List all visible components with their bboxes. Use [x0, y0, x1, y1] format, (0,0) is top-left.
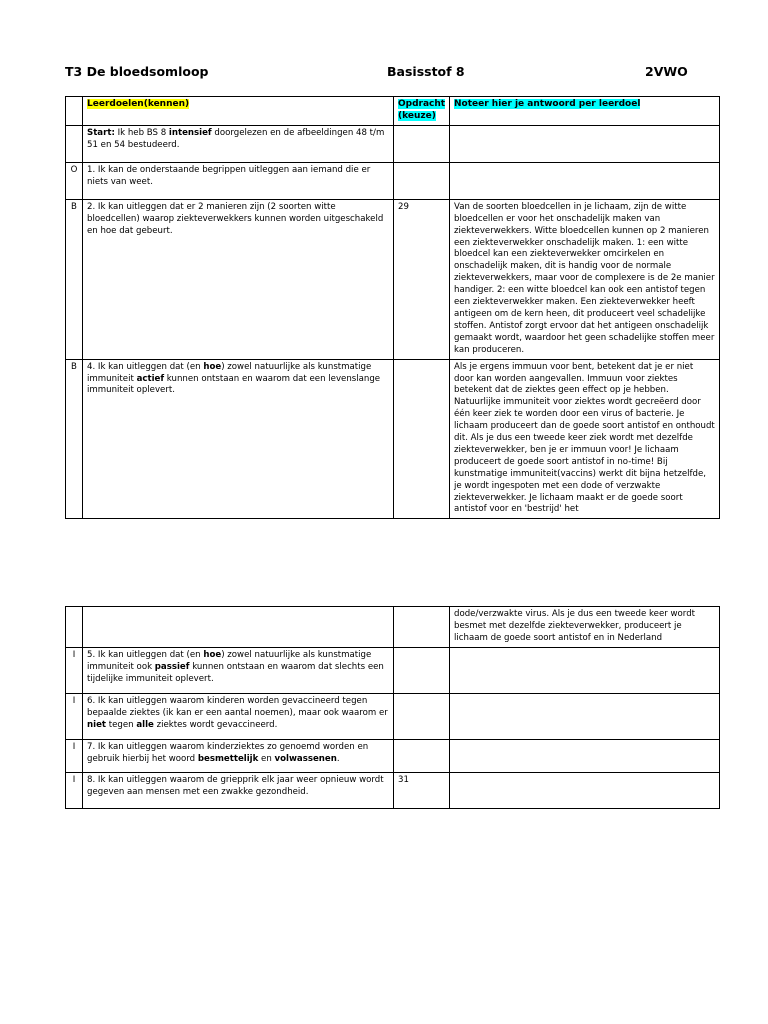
- goal-text: 7. Ik kan uitleggen waarom kinderziektes zo genoemd worden en gebruik hierbij het woord: [87, 741, 369, 764]
- level-cell: B: [66, 359, 83, 519]
- goal-text: ) zowel natuurlijke als kunstmatige immuniteit ook: [87, 649, 372, 672]
- assignment-cell: [394, 607, 450, 648]
- table-row: [66, 125, 720, 162]
- level-cell: [66, 125, 83, 162]
- table-header-row: [66, 97, 720, 126]
- goal-text: passief: [154, 661, 190, 672]
- goal-text: 2. Ik kan uitleggen dat er 2 manieren zijn (2 soorten witte bloedcellen) waarop ziekteverwekkers kunnen worden uitgeschakeld en hoe dat gebeurt.: [87, 201, 384, 236]
- goal-text: alle: [136, 719, 154, 730]
- answer-cell[interactable]: dode/verzwakte virus. Als je dus een tweede keer wordt besmet met dezelfde ziekteverwekker, produceert je lichaam de goede soort antistof en in Nederland: [450, 607, 720, 648]
- goals-header: Leerdoelen(kennen): [87, 99, 190, 109]
- goal-cell: [83, 647, 394, 693]
- learning-goals-table-continued: [65, 606, 720, 809]
- goal-text: 4. Ik kan uitleggen dat (en: [87, 361, 204, 372]
- goal-text: kunnen ontstaan en waarom dat slechts een tijdelijke immuniteit oplevert.: [87, 661, 384, 684]
- level-cell: B: [66, 199, 83, 359]
- level-cell: I: [66, 647, 83, 693]
- assignment-cell: 31: [394, 772, 450, 808]
- goal-text: 8. Ik kan uitleggen waarom de griepprik elk jaar weer opnieuw wordt gegeven aan mensen met een zwakke gezondheid.: [87, 774, 384, 797]
- level-cell: O: [66, 162, 83, 199]
- class-label: 2VWO: [645, 64, 688, 79]
- assignment-header: Opdracht (keuze): [398, 99, 446, 121]
- assignment-cell: [394, 647, 450, 693]
- table-row: [66, 162, 720, 199]
- answer-cell[interactable]: [450, 772, 720, 808]
- goal-text: niet: [87, 719, 107, 730]
- assignment-cell: 29: [394, 199, 450, 359]
- page-header: [65, 64, 719, 82]
- goal-text: tegen: [106, 719, 137, 730]
- document-title: T3 De bloedsomloop: [65, 64, 209, 79]
- assignment-cell: [394, 693, 450, 739]
- goal-text: ziektes wordt gevaccineerd.: [153, 719, 278, 730]
- level-cell: I: [66, 739, 83, 772]
- goal-cell: [83, 199, 394, 359]
- goal-cell: [83, 607, 394, 648]
- answer-header-cell: [450, 97, 720, 126]
- table-row: [66, 647, 720, 693]
- answer-header: Noteer hier je antwoord per leerdoel: [454, 99, 641, 109]
- goal-text: besmettelijk: [197, 753, 259, 764]
- goals-header-cell: [83, 97, 394, 126]
- section-title: Basisstof 8: [387, 64, 465, 79]
- goal-text: 5. Ik kan uitleggen dat (en: [87, 649, 204, 660]
- table-row: [66, 772, 720, 808]
- goal-text: doorgelezen en de afbeeldingen 48 t/m 51 en 54 bestudeerd.: [87, 127, 385, 150]
- table-row: [66, 607, 720, 648]
- goal-text: ) zowel natuurlijke als kunstmatige immuniteit: [87, 361, 372, 384]
- goal-text: actief: [136, 373, 165, 384]
- answer-cell[interactable]: Als je ergens immuun voor bent, betekent dat je er niet door kan worden aangevallen. Immuun voor ziektes betekent dat de ziektes geen effect op je hebben. Natuurlijke immuniteit voor ziektes wordt gecreëerd door één keer ziek te worden door een virus of bacterie. Je lichaam produceert dan de goede soort antistof en onthoudt dit. Als je dus een tweede keer ziek wordt met dezelfde ziekteverwekker, ben je er immuun voor! Je lichaam produceert de goede soort antistof in no-time! Bij kunstmatige immuniteit(vaccins) werkt dit bijna hetzelfde, je wordt ingespoten met een dode of verzwakte ziekteverwekker. Je lichaam maakt er de goede soort antistof voor en 'bestrijd' het: [450, 359, 720, 519]
- level-cell: [66, 607, 83, 648]
- goal-text: en: [258, 753, 275, 764]
- goal-text: Ik heb BS 8: [114, 127, 169, 138]
- level-cell: I: [66, 693, 83, 739]
- answer-cell[interactable]: [450, 162, 720, 199]
- answer-cell[interactable]: [450, 693, 720, 739]
- level-cell: I: [66, 772, 83, 808]
- answer-cell[interactable]: [450, 125, 720, 162]
- assignment-cell: [394, 739, 450, 772]
- table-row: [66, 739, 720, 772]
- goal-text: hoe: [203, 649, 222, 660]
- learning-goals-table: [65, 96, 720, 519]
- assignment-header-cell: [394, 97, 450, 126]
- goal-text: 1. Ik kan de onderstaande begrippen uitleggen aan iemand die er niets van weet.: [87, 164, 371, 187]
- goal-cell: [83, 693, 394, 739]
- goal-cell: [83, 125, 394, 162]
- goal-text: 6. Ik kan uitleggen waarom kinderen worden gevaccineerd tegen bepaalde ziektes (ik kan er een aantal noemen), maar ook waarom er: [87, 695, 388, 718]
- goal-text: hoe: [203, 361, 222, 372]
- goal-cell: [83, 772, 394, 808]
- goal-text: intensief: [168, 127, 212, 138]
- goal-text: kunnen ontstaan en waarom dat een levenslange immuniteit oplevert.: [87, 373, 381, 396]
- assignment-cell: [394, 162, 450, 199]
- table-row: [66, 199, 720, 359]
- answer-cell[interactable]: Van de soorten bloedcellen in je lichaam, zijn de witte bloedcellen er voor het onschadelijk maken van ziekteverwekkers. Witte bloedcellen kunnen op 2 manieren een ziekteverwekker onschadelijk maken. 1: een witte bloedcel kan een ziekteverwekker omcirkelen en onschadelijk maken, dit is handig voor de normale ziekteverwekkers, maar voor de complexere is de 2e manier handiger. 2: een witte bloedcel kan ook een antistof tegen een ziekteverwekker maken. Een ziekteverwekker heeft antigeen om de kern heen, dit produceert veel schadelijke stoffen. Antistof zorgt ervoor dat het antigeen onschadelijk gemaakt wordt, waardoor het geen schadelijke stoffen meer kan produceren.: [450, 199, 720, 359]
- goal-cell: [83, 162, 394, 199]
- goal-text: .: [336, 753, 340, 764]
- goal-text: Start:: [87, 127, 115, 138]
- table-row: [66, 693, 720, 739]
- assignment-cell: [394, 125, 450, 162]
- goal-cell: [83, 359, 394, 519]
- assignment-cell: [394, 359, 450, 519]
- goal-cell: [83, 739, 394, 772]
- level-header-cell: [66, 97, 83, 126]
- answer-cell[interactable]: [450, 739, 720, 772]
- answer-cell[interactable]: [450, 647, 720, 693]
- table-row: [66, 359, 720, 519]
- goal-text: volwassenen: [274, 753, 337, 764]
